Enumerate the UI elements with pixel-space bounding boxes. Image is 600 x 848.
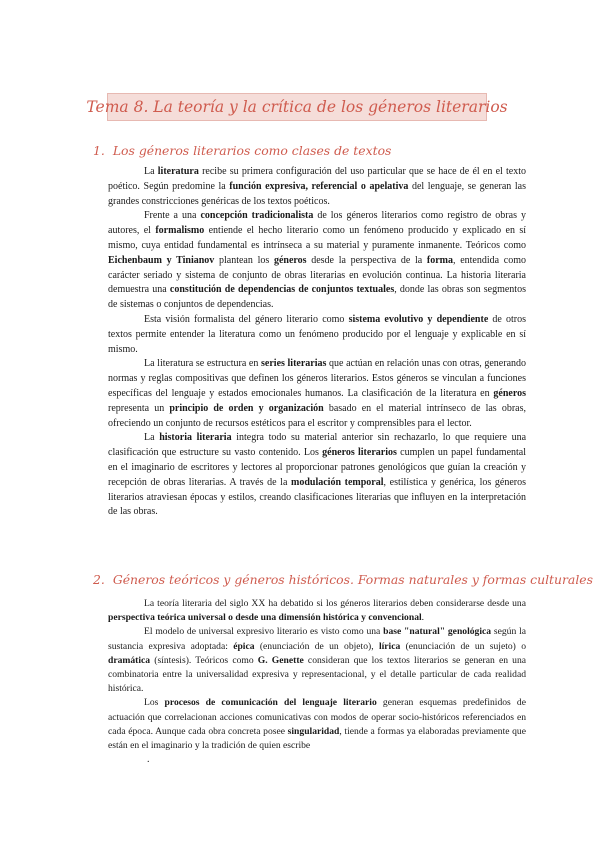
bold-term: formalismo: [155, 225, 205, 237]
bold-term: constitución de dependencias de conjuntos textuales: [169, 284, 395, 296]
text-run: La: [144, 432, 160, 444]
section-1-paragraph: [108, 357, 526, 431]
text-run: cumplen un papel fundamental en el imaginario de escritores y lectores al proporcionar patrones genológicos que guían la creación y recepción de obras literarias. A través de la: [108, 447, 527, 488]
text-run: según la sustancia expresiva adoptada:: [108, 626, 526, 652]
section-1-title: Los géneros literarios como clases de textos: [112, 143, 392, 158]
text-run: integra todo su material anterior sin rechazarlo, lo que requiere una clasificación que estructure su vasto contenido. Los: [108, 432, 527, 459]
bold-term: historia literaria: [159, 432, 232, 444]
text-run: El modelo de universal expresivo literario es visto como una: [144, 626, 384, 638]
section-2-paragraph: [108, 625, 526, 696]
bold-term: perspectiva teórica universal o desde una dimensión histórica y convencional: [108, 612, 422, 624]
bold-term: Eichenbaum y Tinianov: [108, 254, 215, 266]
bold-term: lírica: [378, 640, 401, 652]
text-run: (síntesis). Teóricos como: [150, 654, 258, 666]
title-banner: [86, 93, 508, 121]
text-run: La: [144, 166, 158, 177]
section-1-paragraph: [108, 313, 526, 357]
section-2-paragraph: [108, 696, 526, 753]
section-2-number: 2.: [93, 572, 105, 587]
section-2-paragraph: [108, 597, 526, 625]
bold-term: base "natural" genológica: [383, 626, 492, 638]
section-1-number: 1.: [93, 143, 105, 158]
bold-term: series literarias: [261, 358, 327, 370]
bold-term: principio de orden y organización: [169, 402, 324, 414]
text-run: basado en el material intrínseco de las obras, ofreciendo un conjunto de recursos estéticos para el escritor y comprensibles para el lector.: [108, 402, 526, 429]
section-1-paragraph: [108, 209, 526, 313]
text-run: Esta visión formalista del género literario como: [144, 313, 349, 325]
text-run: de los géneros literarios como registro de obras y autores, el: [108, 210, 526, 237]
text-run: de otros textos permite entender la literatura como un fenómeno producido por el lenguaje y explicable en sí mismo.: [108, 313, 527, 355]
text-run: Frente a una: [144, 210, 201, 222]
bold-term: procesos de comunicación del lenguaje literario: [164, 697, 377, 709]
bold-term: sistema evolutivo y dependiente: [348, 313, 489, 325]
section-1-paragraph: [108, 431, 526, 520]
text-run: (enunciación de un sujeto) o: [400, 640, 526, 652]
text-run: La teoría literaria del siglo XX ha debatido si los géneros literarios deben considerarse desde una: [144, 598, 526, 609]
text-run: , entendida como carácter seriado y sistema de conjunto de obras literarias en evolución continua. La historia literaria demuestra una: [108, 254, 527, 296]
bold-term: concepción tradicionalista: [200, 210, 314, 222]
section-1-heading: [93, 143, 391, 158]
text-run: consideran que los textos literarios se generan en una combinatoria entre la universalidad expresiva y representacional, y el detalle particular de cada realidad histórica.: [108, 654, 527, 695]
section-2-heading: [93, 572, 593, 587]
bold-term: dramática: [108, 654, 151, 666]
text-run: Los: [144, 697, 165, 709]
bold-term: literatura: [157, 166, 199, 177]
bold-term: modulación temporal: [291, 476, 384, 488]
text-run: .: [421, 612, 425, 624]
bold-term: forma: [426, 254, 454, 266]
text-run: La literatura se estructura en: [144, 358, 262, 370]
trailing-dot: .: [147, 754, 150, 765]
text-run: representa un: [108, 402, 170, 414]
text-run: desde la perspectiva de la: [306, 254, 427, 266]
text-run: generan esquemas predefinidos de actuación que correlacionan acciones comunicativas con modos de operar socio-históricos referenciados en cada época. Aunque cada obra concreta posee: [108, 697, 526, 737]
text-run: que actúan en relación unas con otras, generando normas y reglas compositivas que definen los géneros literarios. Estos géneros se vinculan a funciones específicas del lenguaje y estados emocionales humanos. La clasificación de la literatura en: [108, 358, 527, 399]
text-run: entiende el hecho literario como un fenómeno producido y explicado en sí mismo, cuya entidad fundamental es intrínseca a su material y puramente inmanente. Teóricos como: [108, 225, 526, 251]
text-run: (enunciación de un objeto),: [254, 640, 379, 652]
section-1-paragraph: [108, 165, 526, 209]
section-2-body: [108, 597, 526, 753]
section-1-body: [108, 165, 526, 520]
text-run: plantean los: [214, 254, 274, 266]
bold-term: singularidad: [287, 725, 340, 737]
section-2-title: Géneros teóricos y géneros históricos. Formas naturales y formas culturales: [112, 572, 593, 587]
bold-term: géneros: [273, 254, 307, 266]
bold-term: géneros: [493, 387, 526, 399]
bold-term: géneros literarios: [322, 447, 397, 459]
bold-term: función expresiva, referencial o apelativa: [229, 180, 409, 192]
text-run: del lenguaje, se generan las grandes constricciones genéricas de los textos poéticos.: [108, 180, 526, 207]
text-run: , tiende a formas ya elaboradas previamente que están en el imaginario y la tradición de quien escribe: [108, 725, 526, 752]
bold-term: G. Genette: [257, 654, 304, 666]
page-title: Tema 8. La teoría y la crítica de los géneros literarios: [86, 98, 508, 116]
text-run: , donde las obras son segmentos de sistemas o conjuntos de dependencias.: [108, 284, 526, 311]
bold-term: épica: [233, 640, 255, 652]
text-run: recibe su primera configuración del uso particular que se hace de él en el texto poético. Según predomine la: [108, 166, 527, 192]
text-run: , estilística y genérica, los géneros literarios atraviesan épocas y estilos, creando clasificaciones literarias que influyen en la interpretación de las obras.: [108, 476, 527, 518]
